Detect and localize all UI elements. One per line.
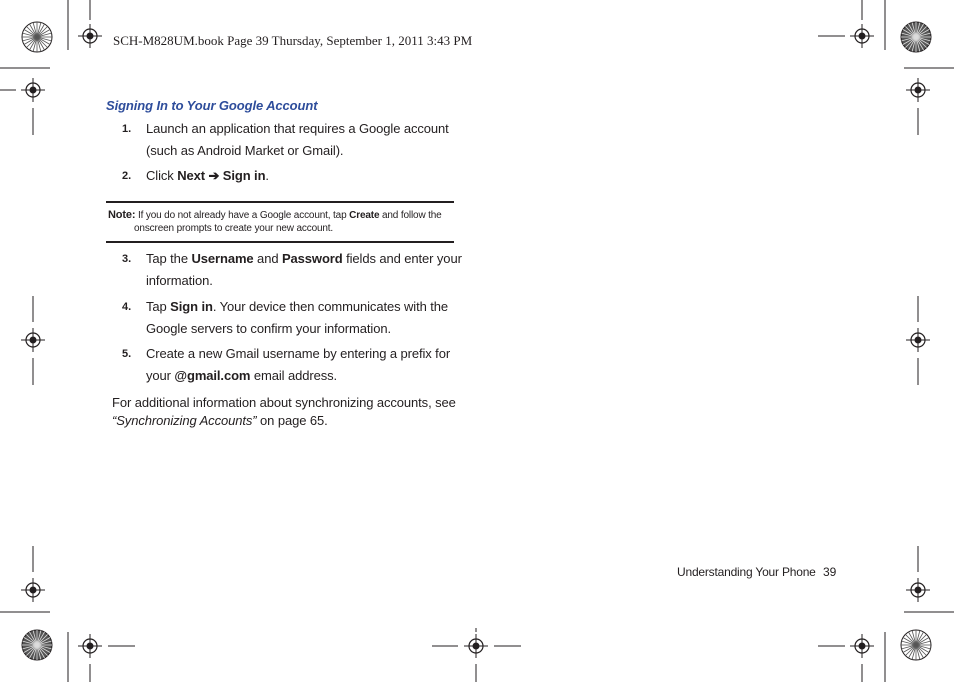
- print-header: SCH-M828UM.book Page 39 Thursday, September 1, 2011 3:43 PM: [113, 33, 473, 48]
- step-2: [122, 165, 462, 187]
- starburst-rays: [901, 630, 931, 660]
- step-1: [122, 118, 462, 162]
- menu-path: Next ➔ Sign in: [177, 168, 266, 183]
- step-text: Tap the Username and Password fields and enter your information.: [146, 251, 462, 288]
- starburst-rays: [901, 22, 931, 52]
- step-text: Create a new Gmail username by entering a prefix for your @gmail.com email address.: [146, 346, 451, 383]
- cross-reference-link[interactable]: “Synchronizing Accounts”: [112, 413, 257, 428]
- step-number: 1.: [122, 123, 132, 135]
- note-box: [106, 201, 454, 243]
- step-text: Tap Sign in. Your device then communicates with the Google servers to confirm your information.: [146, 299, 449, 336]
- step-3: [122, 248, 462, 292]
- step-4: [122, 296, 462, 340]
- section-title: Signing In to Your Google Account: [106, 98, 318, 113]
- step-text: Launch an application that requires a Google account (such as Android Market or Gmail).: [146, 121, 449, 158]
- note-label: Note:: [108, 209, 136, 221]
- step-number: 4.: [122, 301, 132, 313]
- step-number: 2.: [122, 170, 132, 182]
- page-number: 39: [823, 565, 837, 579]
- additional-info-paragraph: For additional information about synchronizing accounts, see “Synchronizing Accounts” on page 65.: [112, 395, 456, 428]
- step-number: 3.: [122, 253, 132, 265]
- note-text: Note: If you do not already have a Google account, tap Create and follow the onscreen prompts to create your new account.: [108, 209, 442, 234]
- starburst-rays: [22, 22, 52, 52]
- step-number: 5.: [122, 348, 132, 360]
- step-text: Click Next ➔ Sign in.: [146, 168, 269, 183]
- starburst-rays: [22, 630, 52, 660]
- footer-section-name: Understanding Your Phone: [677, 565, 816, 579]
- step-5: [122, 343, 462, 387]
